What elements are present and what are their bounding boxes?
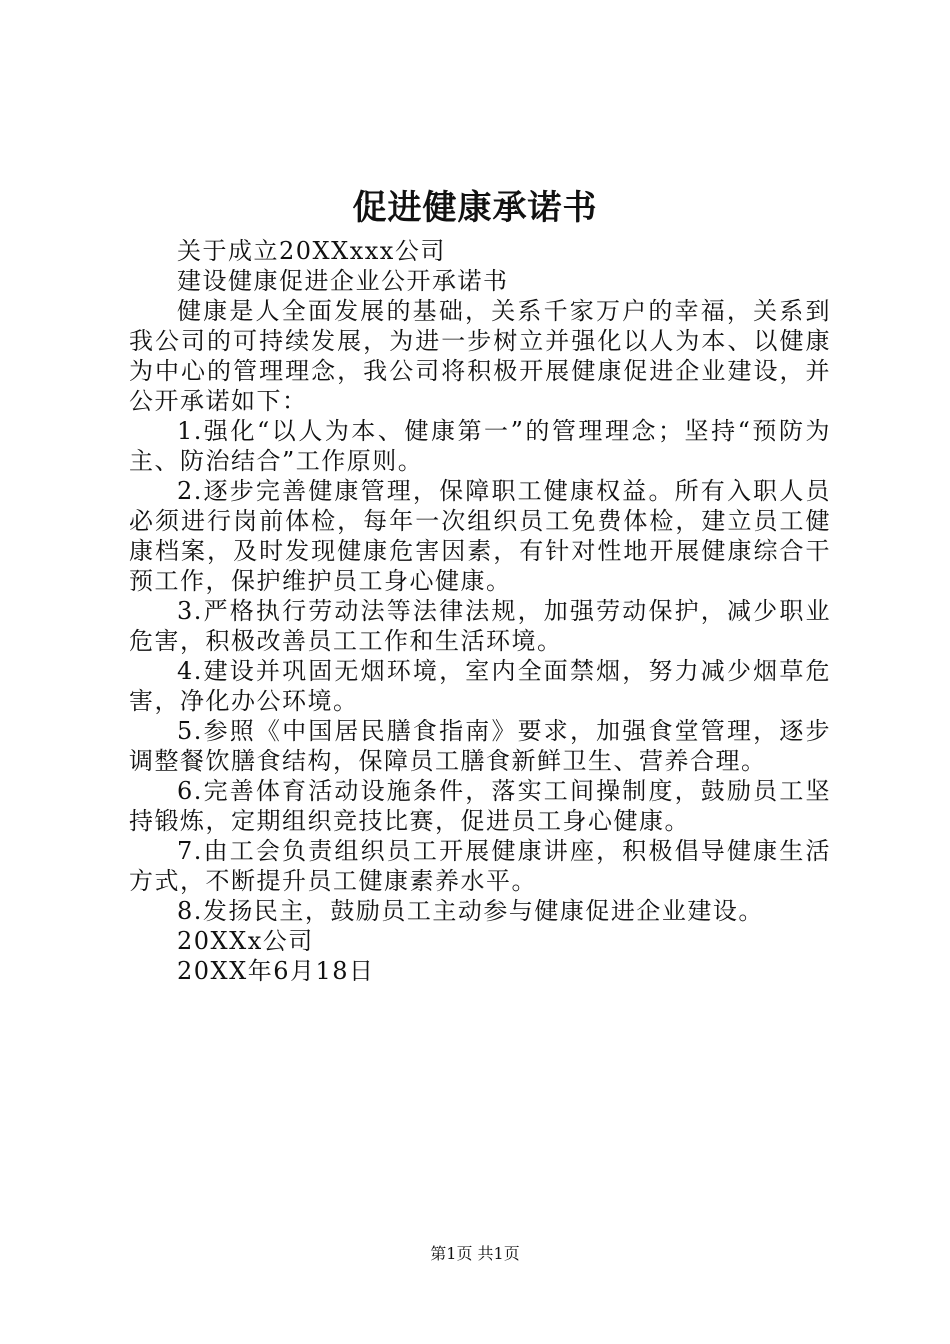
subject-line: 关于成立20XXxxx公司	[177, 237, 446, 265]
document-title: 促进健康承诺书	[352, 188, 598, 228]
intro-paragraph: 健康是人全面发展的基础，关系千家万户的幸福，关系到我公司的可持续发展，为进一步树立并强化以人为本、以健康为中心的管理理念，我公司将积极开展健康促进企业建设，并公开承诺如下：	[129, 297, 831, 415]
commitment-item-4: 4.建设并巩固无烟环境，室内全面禁烟，努力减少烟草危害，净化办公环境。	[129, 657, 831, 715]
commitment-item-8: 8.发扬民主，鼓励员工主动参与健康促进企业建设。	[177, 897, 764, 925]
commitment-item-2: 2.逐步完善健康管理，保障职工健康权益。所有入职人员必须进行岗前体检，每年一次组织员工免费体检，建立员工健康档案，及时发现健康危害因素，有针对性地开展健康综合干预工作，保护维护员工身心健康。	[129, 477, 831, 595]
commitment-item-5: 5.参照《中国居民膳食指南》要求，加强食堂管理，逐步调整餐饮膳食结构，保障员工膳食新鲜卫生、营养合理。	[129, 717, 831, 775]
document-body	[129, 236, 831, 986]
signature-date: 20XX年6月18日	[177, 957, 375, 985]
commitment-item-1: 1.强化“以人为本、健康第一”的管理理念；坚持“预防为主、防治结合”工作原则。	[129, 417, 831, 475]
commitment-item-6: 6.完善体育活动设施条件，落实工间操制度，鼓励员工坚持锻炼，定期组织竞技比赛，促进员工身心健康。	[129, 777, 831, 835]
signature-company: 20XXx公司	[177, 927, 314, 955]
commitment-item-7: 7.由工会负责组织员工开展健康讲座，积极倡导健康生活方式，不断提升员工健康素养水平。	[129, 837, 831, 895]
page-number-footer: 第1页 共1页	[430, 1244, 520, 1263]
commitment-item-3: 3.严格执行劳动法等法律法规，加强劳动保护，减少职业危害，积极改善员工工作和生活环境。	[129, 597, 831, 655]
subtitle-line: 建设健康促进企业公开承诺书	[177, 267, 509, 295]
